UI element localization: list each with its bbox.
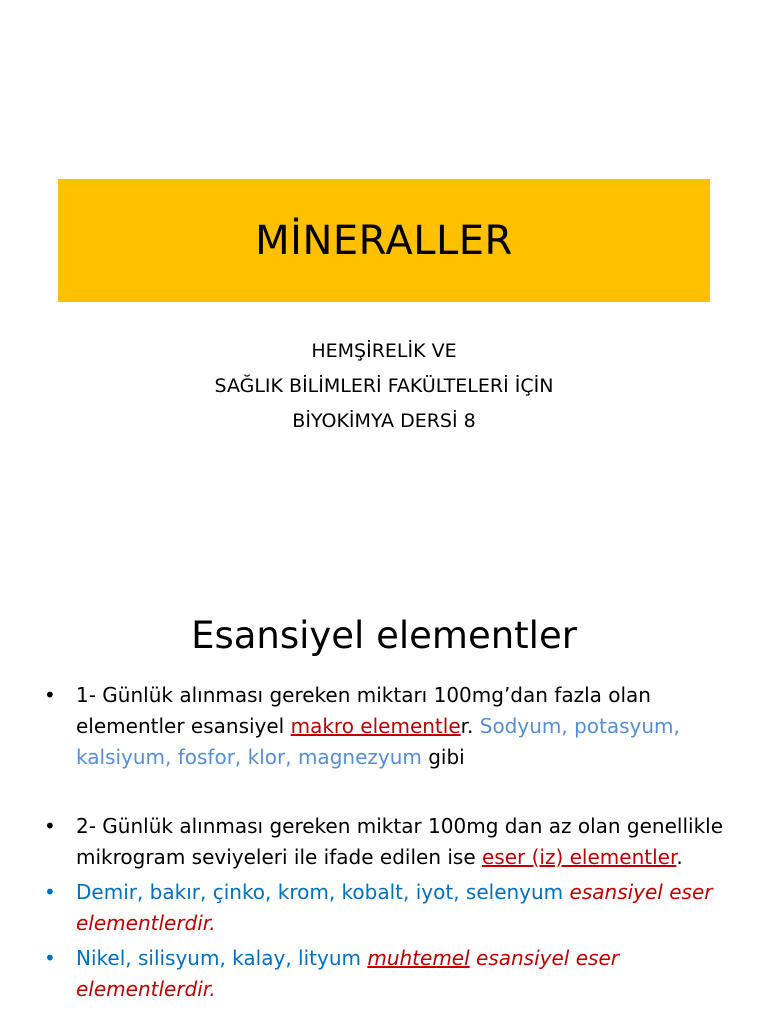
- bullet-2-text: 2- Günlük alınması gereken miktar 100mg dan az olan genellikle mikrogram seviyeleri ile ifade edilen ise: [76, 814, 724, 869]
- bullet-1-examples: Sodyum, potasyum, kalsiyum, fosfor, klor, magnezyum: [76, 714, 680, 769]
- bullet-item-4: [44, 943, 734, 1005]
- bullet-list: [44, 680, 734, 1005]
- bullet-marker: •: [44, 946, 56, 970]
- title-band: [58, 179, 710, 302]
- subtitle-line-1: HEMŞİRELİK VE: [311, 340, 457, 362]
- slide-2-title: Esansiyel elementler: [191, 614, 577, 657]
- subtitle-line-3: BİYOKİMYA DERSİ 8: [292, 410, 476, 432]
- slide-title: MİNERALLER: [255, 217, 513, 264]
- bullet-4-text: Nikel, silisyum, kalay, lityum: [76, 946, 368, 970]
- bullet-marker: •: [44, 814, 56, 838]
- bullet-item-1: [44, 680, 734, 773]
- bullet-marker: •: [44, 683, 56, 707]
- bullet-item-3: [44, 877, 734, 939]
- subtitle-line-2: SAĞLIK BİLİMLERİ FAKÜLTELERİ İÇİN: [214, 375, 554, 397]
- slide-2: [0, 576, 768, 1024]
- bullet-2-highlight: eser (iz) elementler: [482, 845, 677, 869]
- bullet-4-text-end: esansiyel eser elementlerdir.: [76, 946, 619, 1001]
- bullet-2-end: .: [676, 845, 683, 869]
- bullet-4-highlight: muhtemel: [367, 946, 470, 970]
- bullet-1-text: 1- Günlük alınması gereken miktarı 100mg’dan fazla olan elementler esansiyel: [76, 683, 651, 738]
- bullet-3-highlight: esansiyel eser elementlerdir.: [76, 880, 713, 935]
- bullet-marker: •: [44, 880, 56, 904]
- bullet-3-text: Demir, bakır, çinko, krom, kobalt, iyot, selenyum: [76, 880, 570, 904]
- bullet-1-text-end: r.: [460, 714, 480, 738]
- slide-subtitle: [0, 334, 768, 439]
- bullet-item-2: [44, 811, 734, 873]
- bullet-1-suffix: gibi: [421, 745, 465, 769]
- bullet-1-highlight: makro elementle: [290, 714, 461, 738]
